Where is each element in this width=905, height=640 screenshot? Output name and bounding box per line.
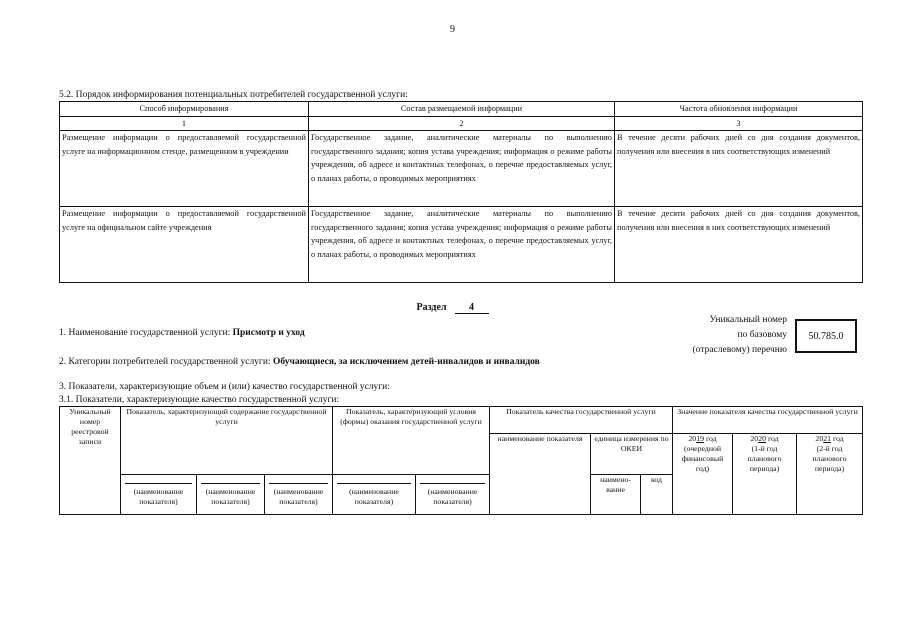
col-quality-indicator: Показатель качества государственной услуги — [490, 407, 673, 434]
row-content: Государственное задание, аналитические материалы по выполнению государственного задания; копия устава учреждения; информация о режиме работы учреждения, об адресе и контактных телефонах, о перечне предоставляемых услуг, о планах работы, о проводимых мероприятиях — [309, 131, 615, 207]
content-sub-1: (наименование показателя) — [121, 475, 197, 515]
col-year-3 — [797, 434, 863, 515]
unique-number-label — [640, 313, 787, 358]
row-frequency: В течение десяти рабочих дней со дня создания документов, получения или внесения в них соответствующих изменений — [615, 207, 863, 283]
year-2-desc: (1-й год планового периода) — [747, 444, 782, 473]
service-name-value: Присмотр и уход — [232, 328, 305, 338]
column-number: 1 — [60, 116, 309, 131]
col-unique-record: Уникальный номер реестровой записи — [60, 407, 121, 515]
year-1-desc: (очередной финансовый год) — [681, 444, 724, 473]
year-3-line: 2021 год — [815, 434, 844, 443]
column-number: 3 — [615, 116, 863, 131]
information-table — [59, 101, 863, 283]
unique-number-line: (отраслевому) перечню — [692, 345, 787, 355]
col-unit-okei: единица измерения по ОКЕИ — [591, 434, 673, 475]
row-frequency: В течение десяти рабочих дней со дня создания документов, получения или внесения в них соответствующих изменений — [615, 131, 863, 207]
column-number: 2 — [309, 116, 615, 131]
header-content: Состав размещаемой информации — [309, 102, 615, 117]
service-name-label: 1. Наименование государственной услуги: — [59, 328, 231, 338]
categories-line — [59, 356, 540, 368]
razdel-number: 4 — [455, 302, 489, 314]
content-sub-2: (наименование показателя) — [197, 475, 265, 515]
header-frequency: Частота обновления информации — [615, 102, 863, 117]
indicators-title: 3. Показатели, характеризующие объем и (или) качество государственной услуги: — [59, 382, 390, 392]
header-method: Способ информирования — [60, 102, 309, 117]
conditions-sub-1: (наименование показателя) — [333, 475, 416, 515]
col-year-1 — [673, 434, 733, 515]
unique-number-line: по базовому — [737, 330, 787, 340]
table-row — [60, 131, 863, 207]
year-3-desc: (2-й год планового периода) — [812, 444, 847, 473]
row-method: Размещение информации о предоставляемой государственной услуге на официальном сайте учреждения — [60, 207, 309, 283]
categories-value: Обучающиеся, за исключением детей-инвалидов и инвалидов — [272, 357, 540, 367]
quality-title: 3.1. Показатели, характеризующие качество государственной услуги: — [59, 395, 340, 405]
year-1-line: 2019 год — [688, 434, 717, 443]
col-quality-value: Значение показателя качества государственной услуги — [673, 407, 863, 434]
col-unit-name: наимено-вание — [591, 475, 641, 515]
service-name-line — [59, 327, 305, 339]
col-conditions-indicator: Показатель, характеризующий условия (формы) оказания государственной услуги — [333, 407, 490, 475]
col-year-2 — [733, 434, 797, 515]
col-content-indicator: Показатель, характеризующий содержание государственной услуги — [121, 407, 333, 475]
table-row — [60, 207, 863, 283]
page-number: 9 — [450, 24, 455, 35]
year-2-line: 2020 год — [750, 434, 779, 443]
col-unit-code: код — [641, 475, 673, 515]
content-sub-3: (наименование показателя) — [265, 475, 333, 515]
razdel-label: Раздел — [416, 302, 447, 313]
unique-number-line: Уникальный номер — [709, 315, 787, 325]
row-content: Государственное задание, аналитические материалы по выполнению государственного задания; копия устава учреждения; информация о режиме работы учреждения, об адресе и контактных телефонах, о перечне предоставляемых услуг, о планах работы, о проводимых мероприятиях — [309, 207, 615, 283]
row-method: Размещение информации о предоставляемой государственной услуге на информационном стенде, размещенном в учреждении — [60, 131, 309, 207]
quality-indicators-table — [59, 406, 863, 515]
conditions-sub-2: (наименование показателя) — [416, 475, 490, 515]
unique-number-box: 50.785.0 — [795, 319, 857, 353]
categories-label: 2. Категории потребителей государственной услуги: — [59, 357, 271, 367]
section-5-2-title: 5.2. Порядок информирования потенциальных потребителей государственной услуги: — [59, 90, 408, 100]
col-indicator-name: наименование показателя — [490, 434, 591, 515]
